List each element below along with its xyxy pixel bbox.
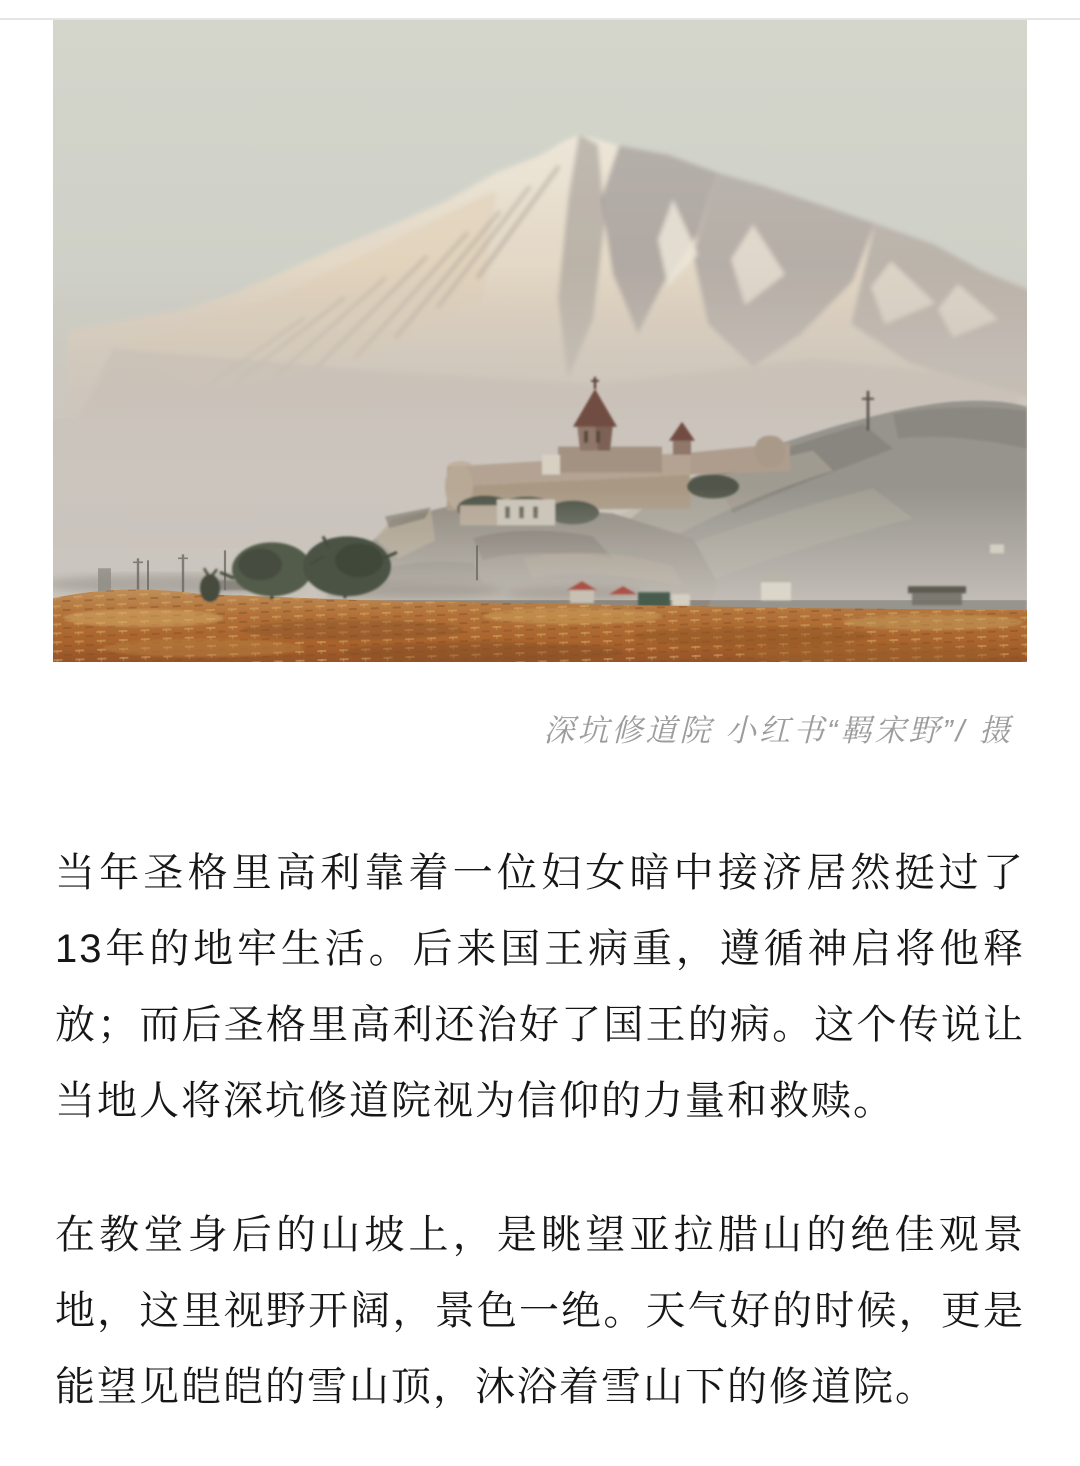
landscape-illustration: [53, 20, 1027, 662]
monastery-photo[interactable]: [53, 20, 1027, 662]
article-body: [55, 835, 1025, 1466]
haze-wash: [53, 20, 1027, 662]
photo-caption: 深坑修道院 小红书“羁宋野”/ 摄: [543, 713, 1013, 748]
paragraph-legend: 当年圣格里高利靠着一位妇女暗中接济居然挺过了13年的地牢生活。后来国王病重，遵循神启将他释放；而后圣格里高利还治好了国王的病。这个传说让当地人将深坑修道院视为信仰的力量和救赎。: [55, 851, 1025, 1123]
paragraph-viewpoint: 在教堂身后的山坡上，是眺望亚拉腊山的绝佳观景地，这里视野开阔，景色一绝。天气好的时候，更是能望见皑皑的雪山顶，沐浴着雪山下的修道院。: [55, 1213, 1025, 1409]
